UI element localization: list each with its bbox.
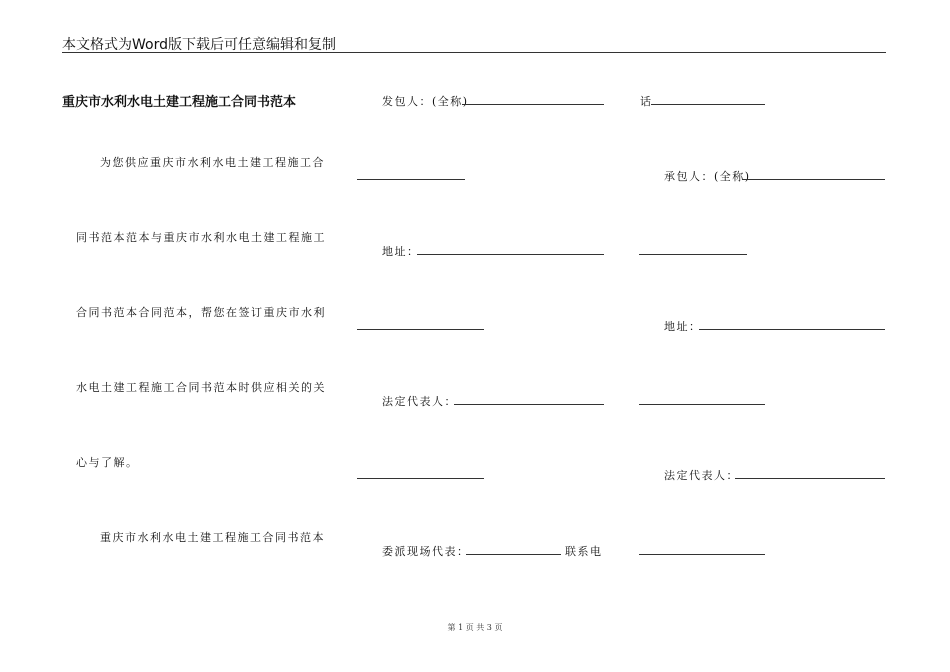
contractor-legal-rep-label: 法定代表人： — [664, 469, 739, 482]
employer-name-blank — [462, 104, 604, 105]
contractor-legal-rep-blank — [735, 478, 885, 479]
employer-address-blank — [417, 254, 604, 255]
site-rep-label: 委派现场代表： — [382, 545, 470, 558]
phone-blank — [651, 104, 765, 105]
contractor-label: 承包人：(全称) — [664, 170, 751, 183]
page-header-banner: 本文格式为Word版下载后可任意编辑和复制 — [62, 37, 336, 53]
employer-legal-rep-blank — [454, 404, 604, 405]
contractor-address-blank — [699, 329, 885, 330]
employer-legal-rep-continuation-blank — [357, 478, 484, 479]
intro-line-1: 为您供应重庆市水利水电土建工程施工合 — [100, 156, 325, 169]
phone-label-tail: 话 — [640, 95, 653, 108]
contractor-continuation-blank — [639, 254, 747, 255]
employer-legal-rep-label: 法定代表人： — [382, 395, 457, 408]
contractor-legal-rep-continuation-blank — [639, 554, 765, 555]
contractor-name-blank — [742, 179, 885, 180]
header-rule — [62, 52, 886, 53]
intro-line-2: 同书范本范本与重庆市水利水电土建工程施工 — [76, 231, 326, 244]
intro-line-4: 水电土建工程施工合同书范本时供应相关的关 — [76, 381, 326, 394]
contact-phone-label: 联系电 — [565, 545, 603, 558]
employer-address-label: 地址： — [382, 245, 420, 258]
intro-line-5: 心与了解。 — [76, 456, 139, 469]
page-footer: 第 1 页 共 3 页 — [447, 623, 503, 632]
employer-continuation-blank — [357, 179, 465, 180]
contractor-address-continuation-blank — [639, 404, 765, 405]
intro-line-3: 合同书范本合同范本，帮您在签订重庆市水利 — [76, 306, 326, 319]
site-rep-blank — [466, 554, 561, 555]
employer-address-continuation-blank — [357, 329, 484, 330]
employer-label: 发包人：(全称) — [382, 95, 469, 108]
contractor-address-label: 地址： — [664, 320, 702, 333]
document-title: 重庆市水利水电土建工程施工合同书范本 — [62, 95, 297, 110]
document-subtitle: 重庆市水利水电土建工程施工合同书范本 — [100, 531, 325, 544]
